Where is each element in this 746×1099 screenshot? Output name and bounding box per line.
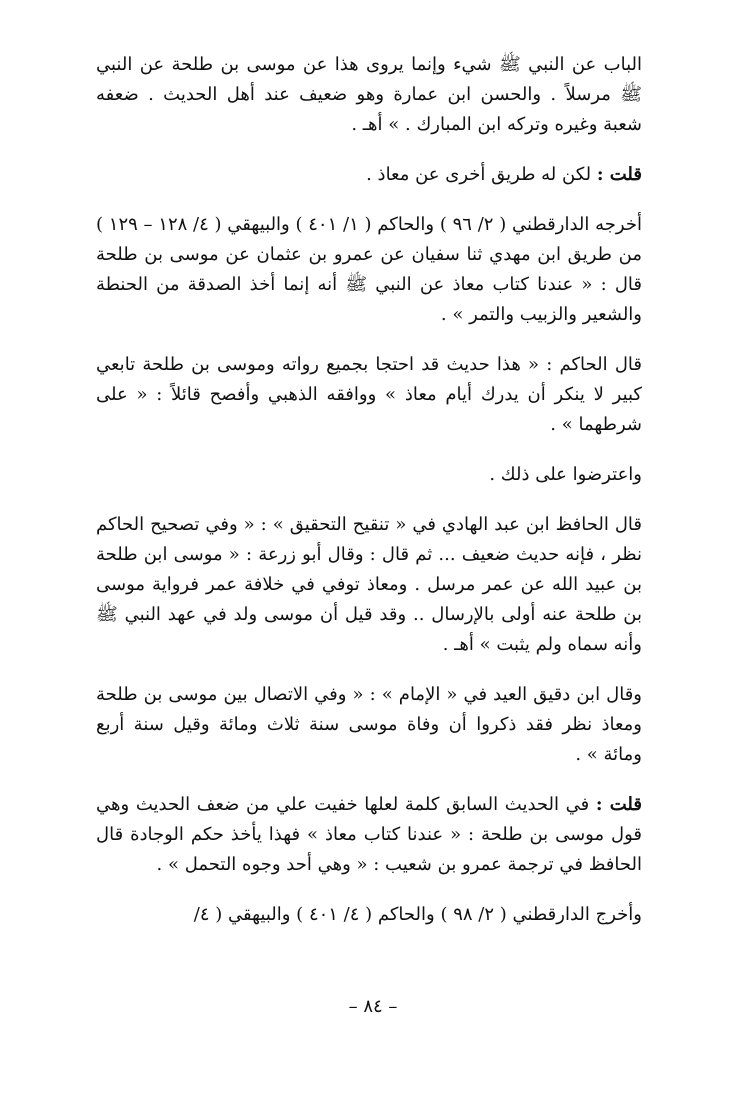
paragraph-9-text: وأخرج الدارقطني ( ٢/ ٩٨ ) والحاكم ( ٤/ ٤٠١ ) والبيهقي ( ٤/: [193, 904, 642, 925]
paragraph-2-lead: قلت :: [596, 164, 642, 185]
paragraph-1-text: الباب عن النبي ﷺ شيء وإنما يروى هذا عن موسى بن طلحة عن النبي ﷺ مرسلاً . والحسن ابن عمارة وهو ضعيف عند أهل الحديث . ضعفه شعبة وغيره وتركه ابن المبارك . » أهـ .: [96, 54, 642, 135]
page-body: [96, 50, 642, 944]
paragraph-8-lead: قلت :: [595, 794, 642, 815]
paragraph-4-text: قال الحاكم : « هذا حديث قد احتجا بجميع رواته وموسى بن طلحة تابعي كبير لا ينكر أن يدرك أيام معاذ » ووافقه الذهبي وأفصح قائلاً : « على شرطهما » .: [96, 354, 642, 435]
page-number: – ٨٤ –: [348, 996, 398, 1017]
paragraph-5-text: واعترضوا على ذلك .: [489, 464, 642, 485]
paragraph-3: [96, 210, 642, 330]
paragraph-3-text: أخرجه الدارقطني ( ٢/ ٩٦ ) والحاكم ( ١/ ٤٠١ ) والبيهقي ( ٤/ ١٢٨ – ١٢٩ ) من طريق ابن مهدي ثنا سفيان عن عمرو بن عثمان عن موسى بن طلحة قال : « عندنا كتاب معاذ عن النبي ﷺ أنه إنما أخذ الصدقة من الحنطة والشعير والزبيب والتمر » .: [96, 214, 642, 325]
paragraph-6-text: قال الحافظ ابن عبد الهادي في « تنقيح التحقيق » : « وفي تصحيح الحاكم نظر ، فإنه حديث ضعيف ... ثم قال : وقال أبو زرعة : « موسى ابن طلحة بن عبيد الله عن عمر مرسل . ومعاذ توفي في خلافة عمر فرواية موسى بن طلحة عنه أولى بالإرسال .. وقد قيل أن موسى ولد في عهد النبي ﷺ وأنه سماه ولم يثبت » أهـ .: [96, 514, 642, 655]
paragraph-9: [96, 900, 642, 930]
paragraph-7-text: وقال ابن دقيق العيد في « الإمام » : « وفي الاتصال بين موسى بن طلحة ومعاذ نظر فقد ذكروا أن وفاة موسى سنة ثلاث ومائة وقيل سنة أربع ومائة » .: [96, 684, 642, 765]
paragraph-1: [96, 50, 642, 140]
paragraph-2-text: لكن له طريق أخرى عن معاذ .: [366, 164, 597, 185]
paragraph-6: [96, 510, 642, 660]
paragraph-5: [96, 460, 642, 490]
paragraph-8-text: في الحديث السابق كلمة لعلها خفيت علي من ضعف الحديث وهي قول موسى بن طلحة : « عندنا كتاب معاذ » فهذا يأخذ حكم الوجادة قال الحافظ في ترجمة عمرو بن شعيب : « وهي أحد وجوه التحمل » .: [96, 794, 642, 875]
paragraph-4: [96, 350, 642, 440]
paragraph-2: [96, 160, 642, 190]
paragraph-7: [96, 680, 642, 770]
paragraph-8: [96, 790, 642, 880]
